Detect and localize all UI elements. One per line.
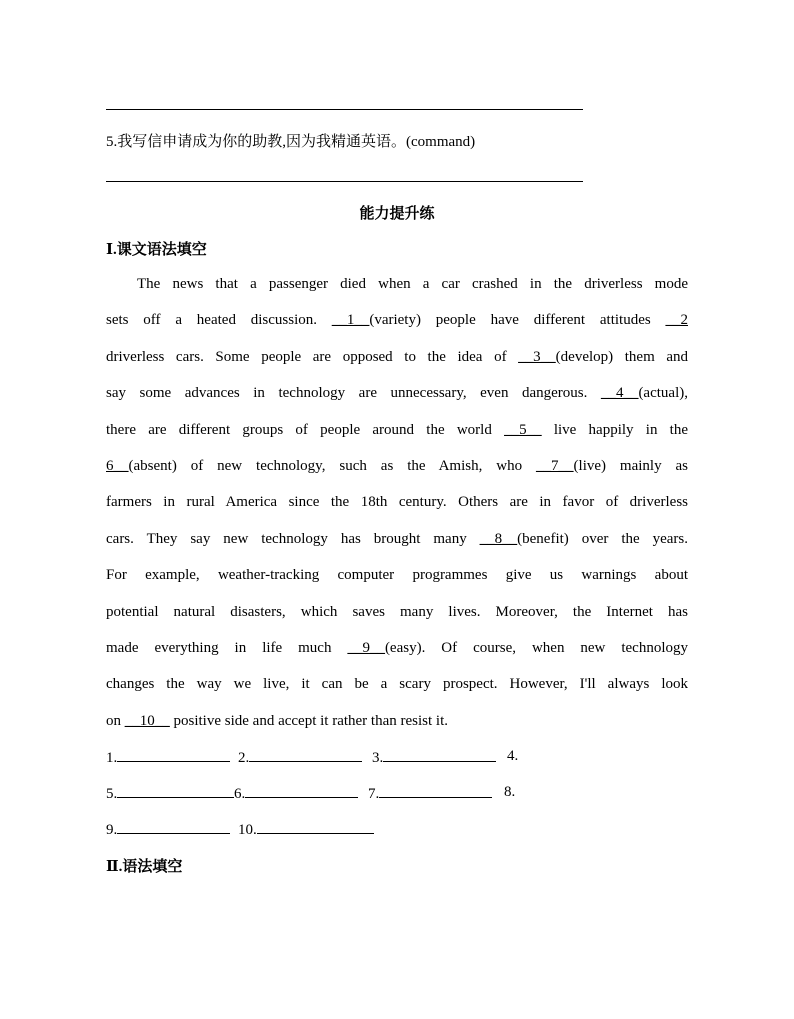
answer-slot-7[interactable]: 7. [368, 784, 492, 803]
answer-slot-4[interactable]: 4. [507, 748, 519, 764]
passage-line: say some advances in technology are unnecessary, even dangerous. __4__(actual), [106, 385, 688, 402]
part-1-heading: Ⅰ.课文语法填空 [106, 242, 207, 258]
answer-slot-9[interactable]: 9. [106, 820, 230, 839]
blank-7: __7__ [536, 457, 574, 474]
blank-5: __5__ [504, 421, 542, 438]
blank-10: __10__ [124, 712, 170, 729]
blank-6: 6__ [106, 457, 129, 474]
passage-line: For example, weather-tracking computer programmes give us warnings about [106, 567, 688, 584]
answer-slot-6[interactable]: 6. [234, 784, 358, 803]
blank-4: __4__ [600, 385, 639, 402]
passage-line: on __10__ positive side and accept it rather than resist it. [106, 712, 448, 729]
answer-slot-8[interactable]: 8. [504, 784, 516, 800]
blank-8: __8__ [479, 530, 518, 547]
passage [106, 266, 688, 739]
q5-hint: (command) [406, 134, 476, 150]
answer-line-5 [106, 181, 583, 182]
question-5 [106, 130, 475, 151]
blank-3: __3__ [518, 348, 556, 365]
section-title: 能力提升练 [359, 206, 435, 222]
q5-text: 我写信申请成为你的助教,因为我精通英语。 [117, 134, 407, 150]
passage-line: driverless cars. Some people are opposed to the idea of __3__(develop) them and [106, 348, 689, 365]
blank-9: __9__ [347, 639, 385, 656]
passage-line: farmers in rural America since the 18th century. Others are in favor of driverless [106, 494, 688, 511]
answer-slot-2[interactable]: 2. [238, 748, 362, 767]
passage-line: cars. They say new technology has brought many __8__(benefit) over the years. [106, 530, 688, 547]
blank-2: __2 [665, 312, 688, 329]
answer-line-4 [106, 109, 583, 110]
answer-slot-10[interactable]: 10. [238, 820, 374, 839]
passage-line: 6__(absent) of new technology, such as the Amish, who __7__(live) mainly as [106, 457, 688, 474]
answer-slot-1[interactable]: 1. [106, 748, 230, 767]
passage-line: changes the way we live, it can be a scary prospect. However, I'll always look [106, 676, 688, 693]
blank-1: __1__ [331, 312, 370, 329]
answer-slot-5[interactable]: 5. [106, 784, 234, 803]
answer-slot-3[interactable]: 3. [372, 748, 496, 767]
passage-line: sets off a heated discussion. __1__(variety) people have different attitudes __2 [106, 312, 688, 329]
passage-line: made everything in life much __9__(easy). Of course, when new technology [106, 639, 689, 656]
passage-line: The news that a passenger died when a car crashed in the driverless mode [137, 276, 688, 292]
part-2-heading: Ⅱ.语法填空 [106, 859, 183, 875]
q5-number: 5. [106, 134, 118, 150]
passage-line: potential natural disasters, which saves many lives. Moreover, the Internet has [106, 603, 688, 620]
passage-line: there are different groups of people around the world __5__ live happily in the [106, 421, 689, 438]
